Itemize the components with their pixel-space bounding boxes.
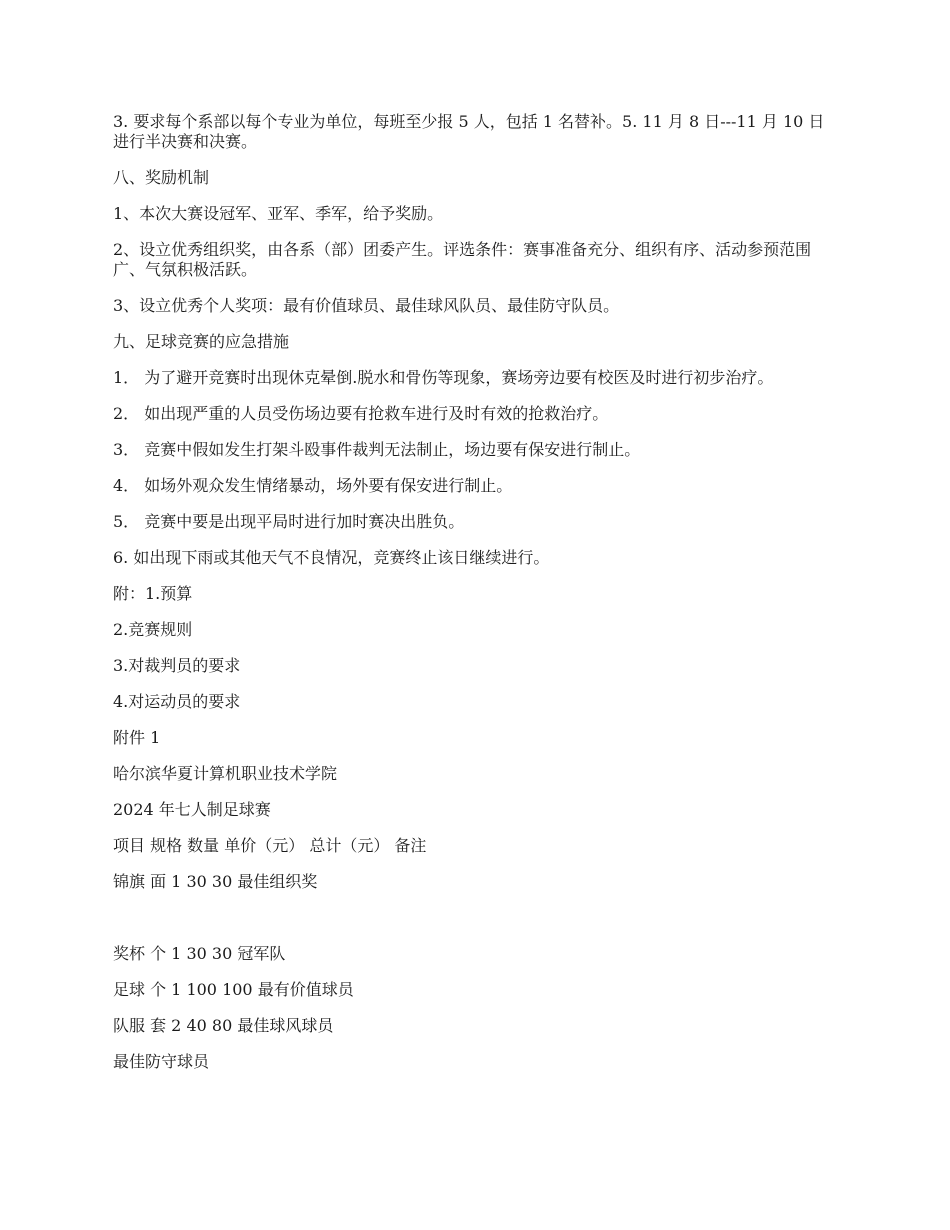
paragraph-emergency-6: 6. 如出现下雨或其他天气不良情况，竞赛终止该日继续进行。 xyxy=(113,548,550,567)
paragraph-emergency-3: 3． 竞赛中假如发生打架斗殴事件裁判无法制止，场边要有保安进行制止。 xyxy=(113,440,641,459)
attachment-label: 附件 1 xyxy=(113,728,161,747)
paragraph-emergency-4: 4． 如场外观众发生情绪暴动，场外要有保安进行制止。 xyxy=(113,476,513,495)
institution-name: 哈尔滨华夏计算机职业技术学院 xyxy=(113,764,338,783)
document-page xyxy=(113,112,838,1088)
event-title: 2024 年七人制足球赛 xyxy=(113,800,271,819)
appendix-item-referee: 3.对裁判员的要求 xyxy=(113,656,241,675)
appendix-item-rules: 2.竞赛规则 xyxy=(113,620,193,639)
paragraph-reward-1: 1、本次大赛设冠军、亚军、季军，给予奖励。 xyxy=(113,204,444,223)
budget-row-trophy: 奖杯 个 1 30 30 冠军队 xyxy=(113,944,286,963)
budget-row-pennant: 锦旗 面 1 30 30 最佳组织奖 xyxy=(113,872,318,891)
paragraph-emergency-5: 5． 竞赛中要是出现平局时进行加时赛决出胜负。 xyxy=(113,512,465,531)
heading-reward-mechanism: 八、奖励机制 xyxy=(113,168,210,187)
paragraph-emergency-2: 2． 如出现严重的人员受伤场边要有抢救车进行及时有效的抢救治疗。 xyxy=(113,404,609,423)
paragraph-reward-2: 2、设立优秀组织奖，由各系（部）团委产生。评选条件：赛事准备充分、组织有序、活动参预范围广、气氛积极活跃。 xyxy=(113,240,812,279)
heading-emergency-measures: 九、足球竞赛的应急措施 xyxy=(113,332,290,351)
budget-row-football: 足球 个 1 100 100 最有价值球员 xyxy=(113,980,354,999)
blank-gap xyxy=(113,908,838,944)
appendix-item-athlete: 4.对运动员的要求 xyxy=(113,692,241,711)
budget-row-best-defender: 最佳防守球员 xyxy=(113,1052,210,1071)
appendix-item-budget: 附：1.预算 xyxy=(113,584,193,603)
budget-row-uniform: 队服 套 2 40 80 最佳球风球员 xyxy=(113,1016,334,1035)
paragraph-emergency-1: 1． 为了避开竞赛时出现休克晕倒.脱水和骨伤等现象，赛场旁边要有校医及时进行初步治疗。 xyxy=(113,368,774,387)
paragraph-reward-3: 3、设立优秀个人奖项：最有价值球员、最佳球风队员、最佳防守队员。 xyxy=(113,296,620,315)
budget-table-header: 项目 规格 数量 单价（元） 总计（元） 备注 xyxy=(113,836,427,855)
paragraph-entry-requirement: 3. 要求每个系部以每个专业为单位，每班至少报 5 人，包括 1 名替补。5. 11 月 8 日---11 月 10 日进行半决赛和决赛。 xyxy=(113,112,825,151)
